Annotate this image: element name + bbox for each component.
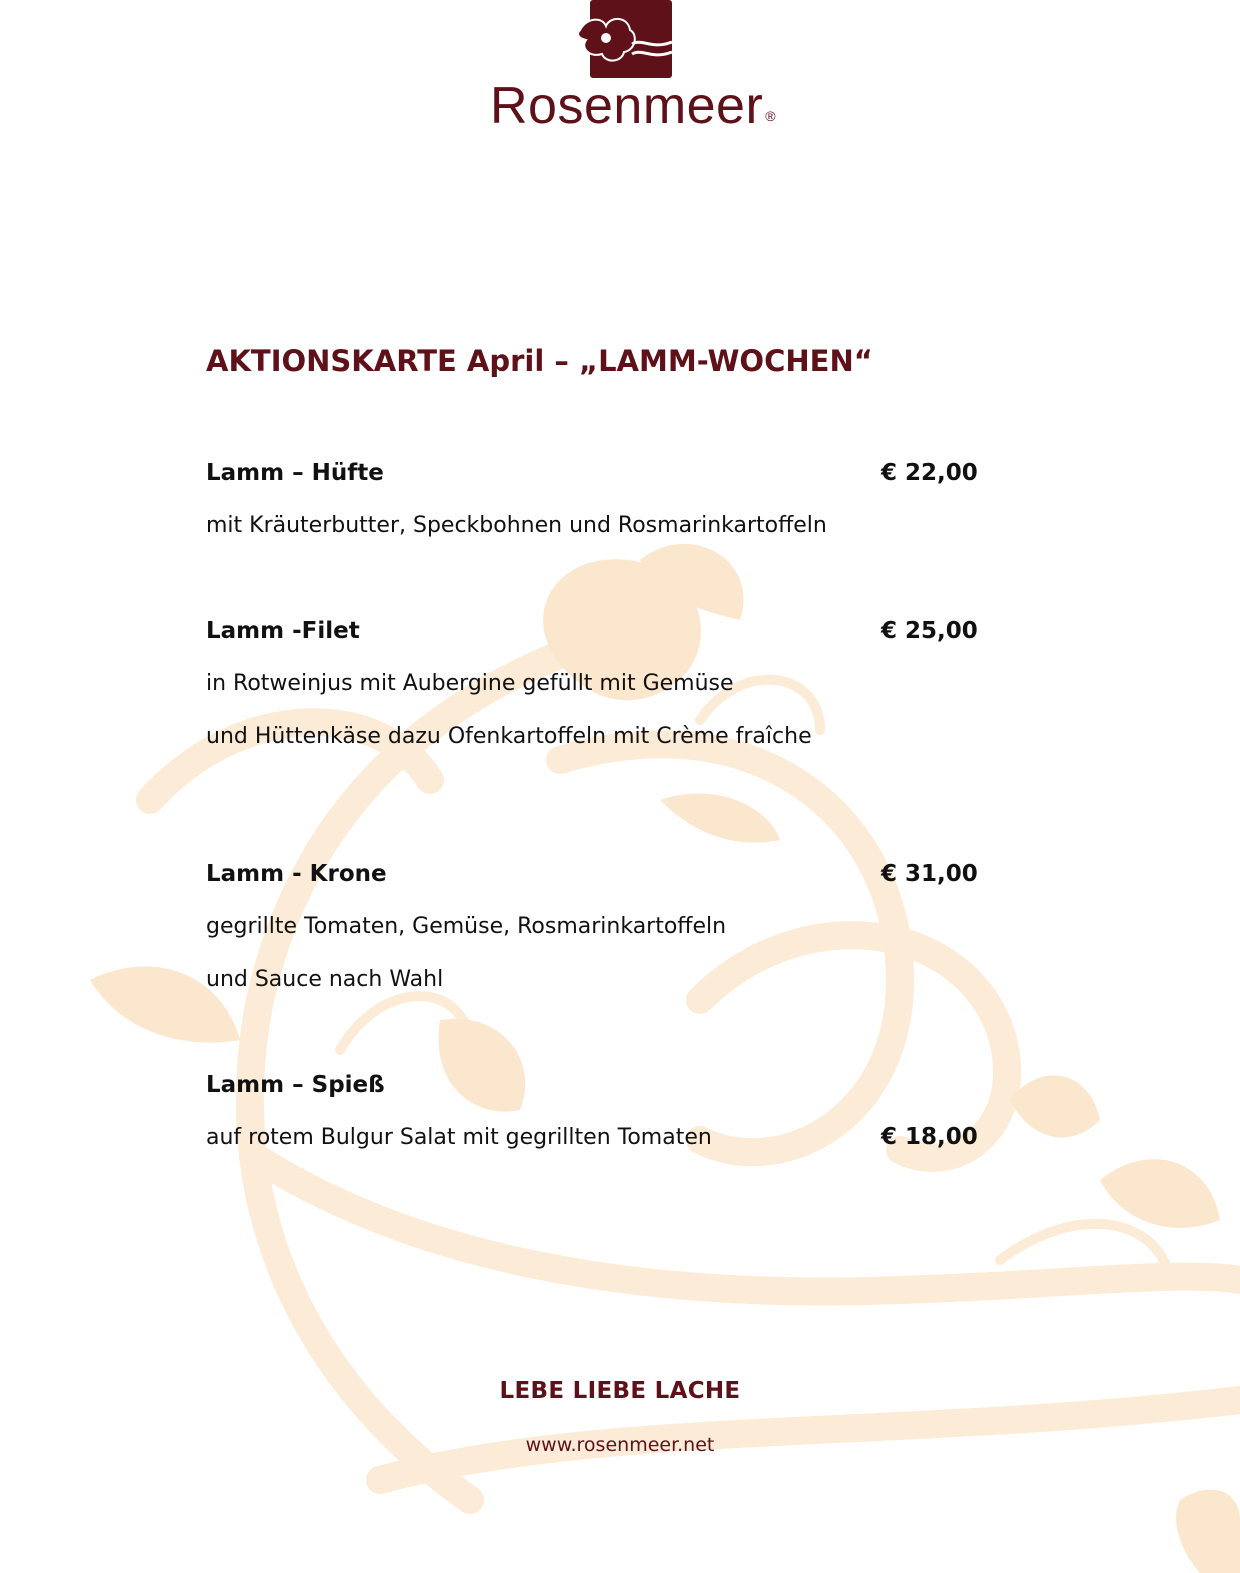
brand-name: Rosenmeer — [490, 77, 764, 135]
dish-description: in Rotweinjus mit Aubergine gefüllt mit Gemüse — [206, 671, 734, 696]
brand-wordmark — [490, 76, 776, 136]
dish-price: € 25,00 — [881, 618, 978, 644]
menu-title: AKTIONSKARTE April – „LAMM-WOCHEN“ — [206, 344, 873, 378]
dish-price: € 31,00 — [881, 861, 978, 887]
footer-website: www.rosenmeer.net — [525, 1434, 715, 1456]
footer-slogan: LEBE LIEBE LACHE — [499, 1378, 741, 1404]
dish-description: und Sauce nach Wahl — [206, 967, 444, 992]
dish-description: gegrillte Tomaten, Gemüse, Rosmarinkartoffeln — [206, 914, 727, 939]
dish-price: € 18,00 — [881, 1124, 978, 1150]
dish-description: und Hüttenkäse dazu Ofenkartoffeln mit Crème fraîche — [206, 724, 812, 749]
dish-description: mit Kräuterbutter, Speckbohnen und Rosmarinkartoffeln — [206, 513, 827, 538]
dish-name: Lamm - Krone — [206, 861, 387, 887]
rose-logo-icon — [576, 0, 676, 80]
dish-price: € 22,00 — [881, 460, 978, 486]
registered-mark: ® — [765, 108, 777, 124]
dish-description: auf rotem Bulgur Salat mit gegrillten Tomaten — [206, 1125, 712, 1150]
dish-name: Lamm -Filet — [206, 618, 360, 644]
dish-name: Lamm – Spieß — [206, 1072, 385, 1098]
dish-name: Lamm – Hüfte — [206, 460, 384, 486]
